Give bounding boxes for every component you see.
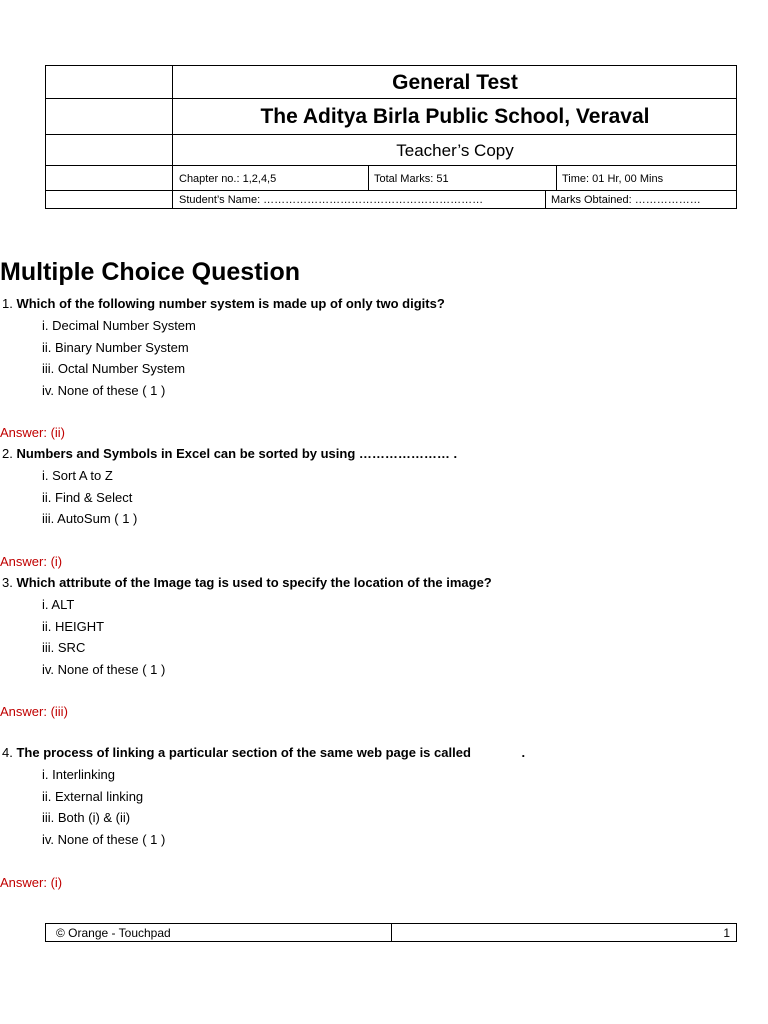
question-4: 4. The process of linking a particular section of the same web page is called . [2,745,526,760]
option: i. Interlinking [42,767,115,782]
question-3: 3. Which attribute of the Image tag is used to specify the location of the image? [2,575,492,590]
option: iv. None of these ( 1 ) [42,832,166,847]
time-info: Time: 01 Hr, 00 Mins [562,172,664,185]
question-2: 2. Numbers and Symbols in Excel can be sorted by using ………………… . [2,446,458,461]
question-1: 1. Which of the following number system is made up of only two digits? [2,296,445,311]
test-title: General Test [392,70,518,94]
school-name: The Aditya Birla Public School, Veraval [260,105,650,128]
chapter-info: Chapter no.: 1,2,4,5 [179,172,277,185]
option: iii. SRC [42,640,86,655]
header-table [45,65,737,209]
answer-3: Answer: (iii) [0,704,68,719]
option: i. Decimal Number System [42,318,196,333]
option: ii. Binary Number System [42,340,189,355]
option: iv. None of these ( 1 ) [42,662,166,677]
option: i. Sort A to Z [42,468,113,483]
total-marks: Total Marks: 51 [374,172,449,185]
option: iii. AutoSum ( 1 ) [42,511,138,526]
copy-type: Teacher’s Copy [396,140,514,160]
option: i. ALT [42,597,75,612]
footer-copyright: © Orange - Touchpad [46,924,392,941]
page-footer [45,923,737,942]
answer-1: Answer: (ii) [0,425,66,440]
option: iii. Octal Number System [42,361,186,376]
marks-obtained-field: Marks Obtained: ……………… [551,194,701,206]
option: ii. Find & Select [42,490,133,505]
option: ii. HEIGHT [42,619,105,634]
answer-2: Answer: (i) [0,554,63,569]
student-name-field: Student’s Name: …………………………………………………… [179,194,484,206]
page-number: 1 [723,925,730,940]
answer-4: Answer: (i) [0,875,63,890]
option: iv. None of these ( 1 ) [42,383,166,398]
option: ii. External linking [42,789,144,804]
option: iii. Both (i) & (ii) [42,810,131,825]
section-title: Multiple Choice Question [0,258,301,286]
